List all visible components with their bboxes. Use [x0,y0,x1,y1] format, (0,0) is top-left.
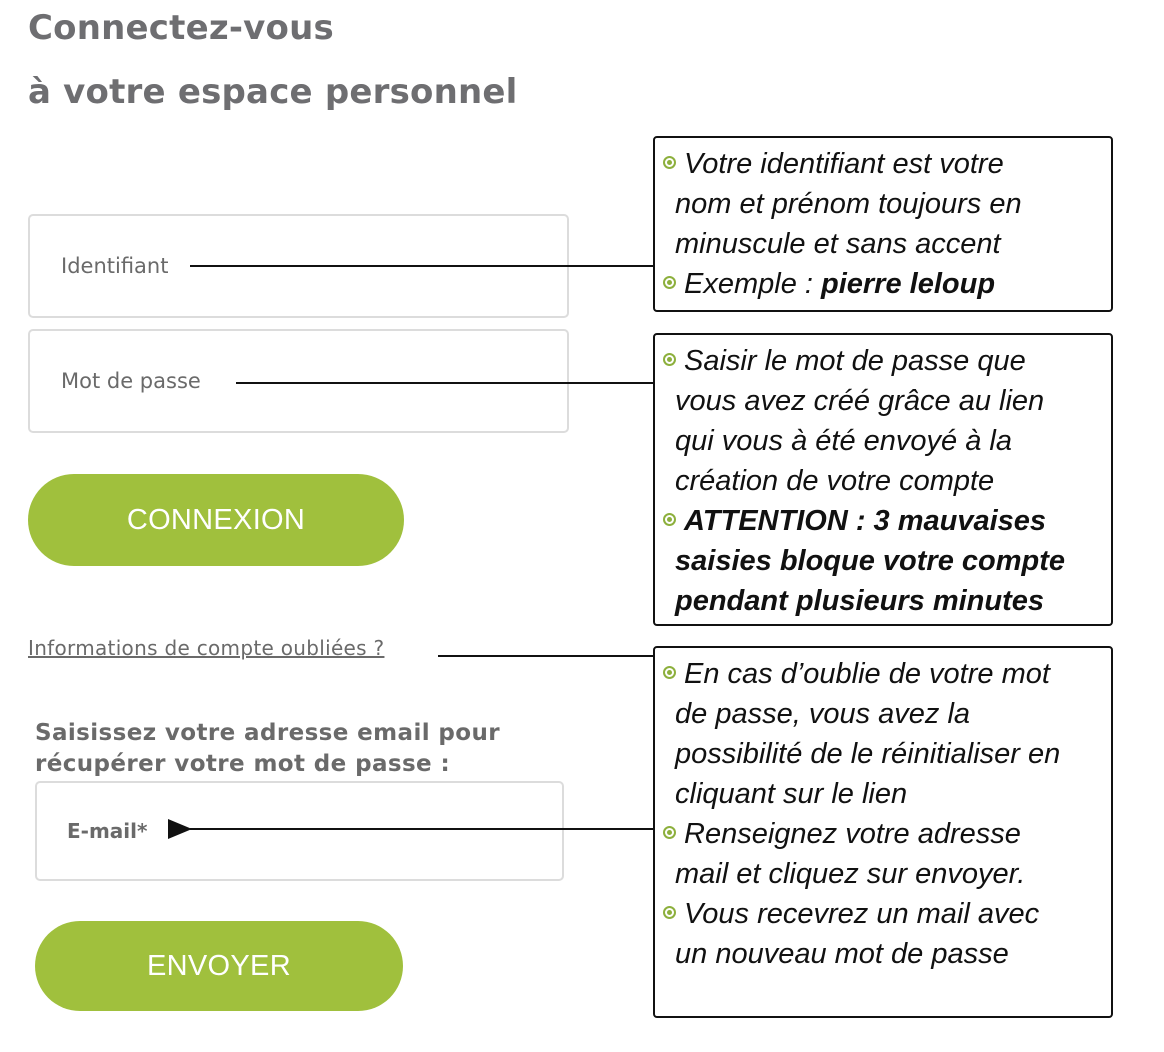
callout-text: Saisir le mot de passe que [684,345,1026,377]
example-value: pierre leloup [821,268,996,300]
example-label: Exemple : [684,268,821,300]
callout-text: Votre identifiant est votre [684,148,1004,180]
callout-line: cliquant sur le lien [675,778,908,810]
password-placeholder: Mot de passe [61,369,201,393]
callout-line: vous avez créé grâce au lien [675,385,1045,417]
callout-text: ATTENTION : 3 mauvaises [684,505,1047,537]
forgot-account-link[interactable]: Informations de compte oubliées ? [28,636,385,660]
callout-warning-line: saisies bloque votre compte [675,545,1066,577]
callout-line: nom et prénom toujours en [675,188,1022,220]
callout-text: Vous recevrez un mail avec [684,898,1040,930]
recovery-instructions-line1: Saisissez votre adresse email pour [35,720,501,746]
callout-line: mail et cliquez sur envoyer. [675,858,1026,890]
callout-text: Renseignez votre adresse [684,818,1021,850]
callout-line: un nouveau mot de passe [675,938,1009,970]
username-placeholder: Identifiant [61,254,169,278]
email-placeholder: E-mail* [67,819,148,843]
callout-text: En cas d’oublie de votre mot [684,658,1050,690]
callout-line: possibilité de le réinitialiser en [675,738,1061,770]
send-button[interactable]: ENVOYER [35,921,403,1011]
page-title-line2: à votre espace personnel [28,72,518,112]
callout-line: qui vous à été envoyé à la [675,425,1012,457]
callout-warning-line: pendant plusieurs minutes [675,585,1044,617]
page-title-line1: Connectez-vous [28,8,334,48]
callout-line: création de votre compte [675,465,995,497]
callout-line: minuscule et sans accent [675,228,1001,260]
callout-line: de passe, vous avez la [675,698,971,730]
login-button[interactable]: CONNEXION [28,474,404,566]
recovery-instructions-line2: récupérer votre mot de passe : [35,751,451,777]
